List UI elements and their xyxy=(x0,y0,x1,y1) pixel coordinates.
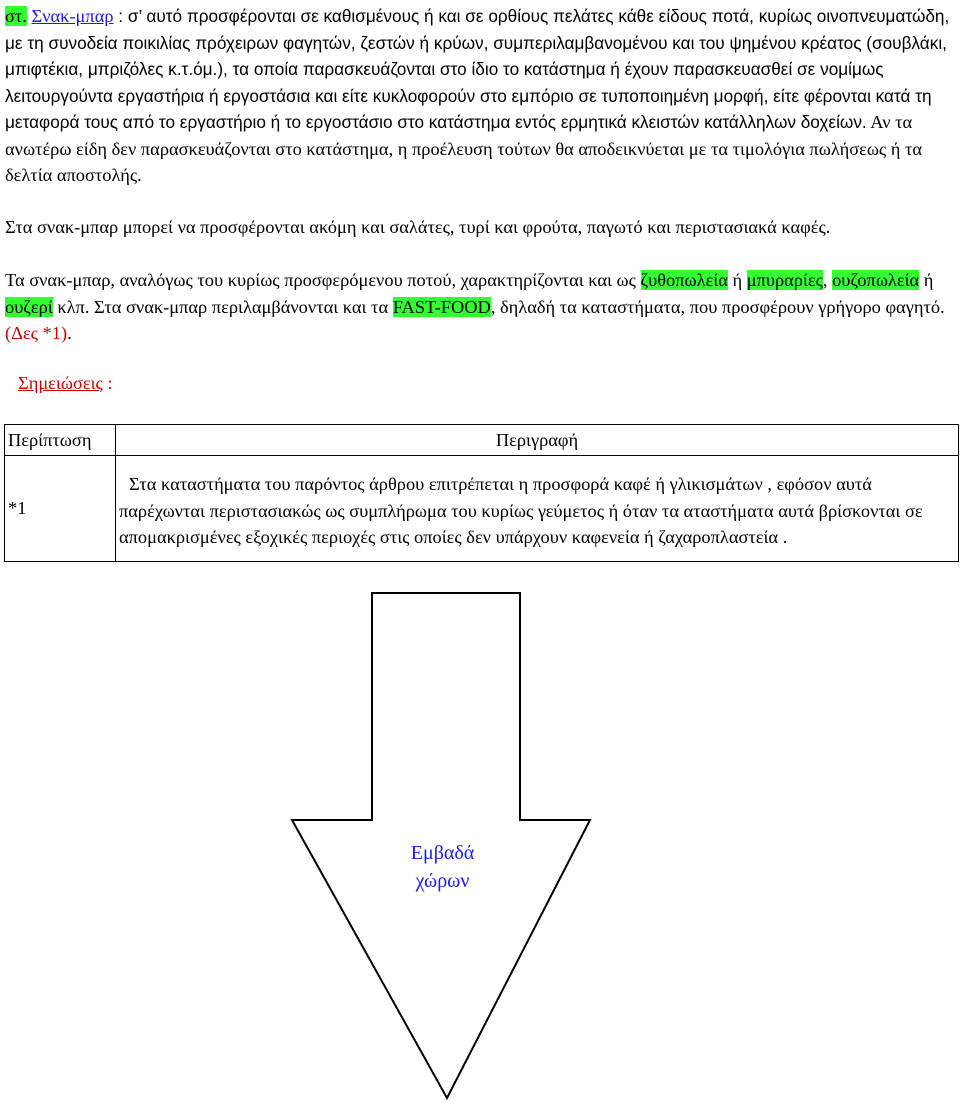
definition-text: : σ’ αυτό προσφέρονται σε καθισμένους ή και σε ορθίους πελάτες κάθε είδους ποτά, κυρίως οινοπνευματώδη, με τη συνοδεία ποικιλίας πρόχειρων φαγητών, ζεστών ή κρύων, συμπεριλαμβανομένου και του ψημένου κρέατος (σουβλάκι, μπιφτέκια, μπριζόλες κ.τ.όμ.), τα οποία παρασκευάζονται στο ίδιο το κατάστημα ή έχουν παρασκευασθεί σε νομίμως λειτουργούντα εργαστήρια ή εργοστάσια και είτε κυκλοφορούν στο εμπόριο σε τυποποιημένη μορφή, είτε φέρονται κατά τη μεταφορά τους από το εργαστήριο ή το εργοστάσιο στο κατάστημα εντός ερμητικά κλειστών κατάλληλων δοχείων. xyxy=(5,6,950,132)
highlight-fast-food: FAST-FOOD xyxy=(392,296,491,317)
categories-text-7: . xyxy=(67,323,72,343)
categories-text-6: , δηλαδή τα καταστήματα, που προσφέρουν γρήγορο φαγητό. xyxy=(490,296,945,317)
definition-prefix: στ. xyxy=(5,6,27,26)
header-description: Περιγραφή xyxy=(116,425,959,456)
categories-text-5: κλπ. Στα σνακ-μπαρ περιλαμβάνονται και τα xyxy=(52,296,393,317)
arrow-label-line-2: χώρων xyxy=(415,870,470,892)
categories-text-4: ή xyxy=(919,270,934,290)
arrow-label xyxy=(380,839,505,895)
highlight-ouzopoleia: ουζοπωλεία xyxy=(832,270,920,290)
highlight-zythopoleia: ζυθοπωλεία xyxy=(640,270,728,290)
categories-text-2: ή xyxy=(727,270,747,290)
row-description: Στα καταστήματα του παρόντος άρθρου επιτρέπεται η προσφορά καφέ ή γλικισμάτων , εφόσον αυτά παρέχωνται περιστασιακώς ως συμπλήρωμα του κυρίως γεύμετος ή όταν τα αταστήματα αυτά βρίσκονται σε απομακρισμένες εξοχικές περιοχές στις οποίες δεν υπάρχουν καφενεία ή ζαχαροπλαστεία . xyxy=(116,456,959,562)
term-link[interactable]: Σνακ-μπαρ xyxy=(31,6,114,26)
extra-items-paragraph: Στα σνακ-μπαρ μπορεί να προσφέρονται ακόμη και σαλάτες, τυρί και φρούτα, παγωτό και περιστασιακά καφές. xyxy=(5,217,831,237)
notes-colon: : xyxy=(102,373,113,393)
categories-text-3: , xyxy=(822,270,833,290)
arrow-label-line-1: Εμβαδά xyxy=(410,842,475,864)
row-case: *1 xyxy=(5,456,116,562)
header-case: Περίπτωση xyxy=(5,425,116,456)
note-reference-link[interactable]: (Δες *1) xyxy=(5,323,68,343)
categories-text-1: Τα σνακ-μπαρ, αναλόγως του κυρίως προσφερόμενου ποτού, χαρακτηρίζονται και ως xyxy=(5,270,641,290)
highlight-bars: μπυραρίες xyxy=(746,270,823,290)
highlight-ouzeri: ουζερί xyxy=(5,296,53,317)
notes-title-link[interactable]: Σημειώσεις xyxy=(18,373,103,393)
definition-text-2: Αν τα ανωτέρω είδη δεν παρασκευάζονται στο κατάστημα, η προέλευση τούτων θα αποδεικνύεται με τα τιμολόγια πωλήσεως ή τα δελτία αποστολής. xyxy=(5,112,923,185)
